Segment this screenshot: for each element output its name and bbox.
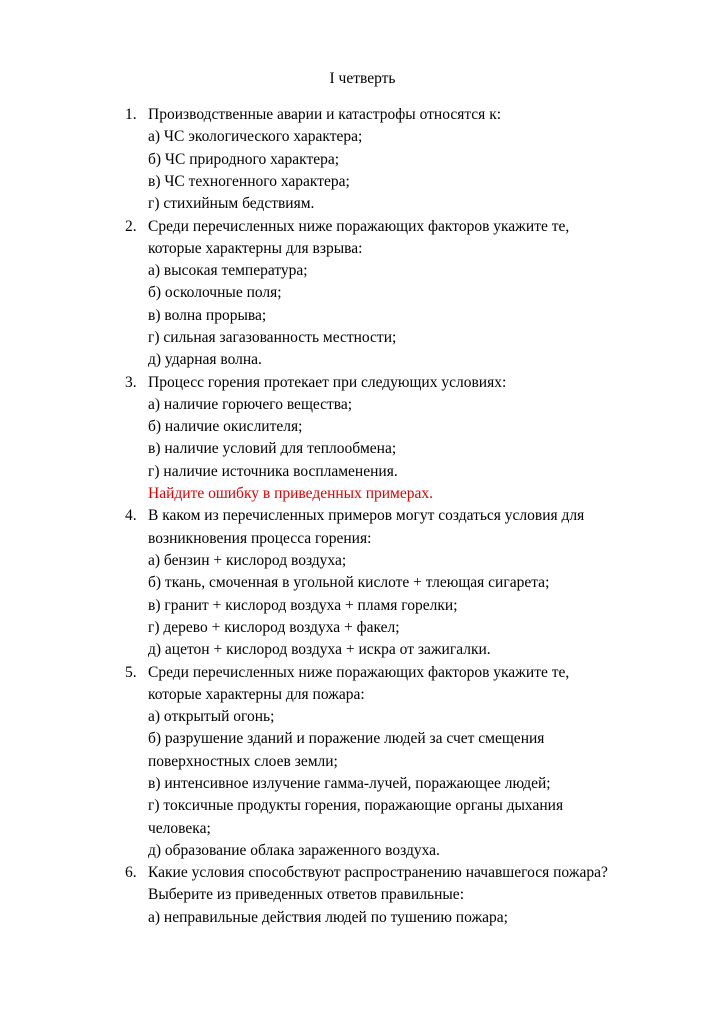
- question-text-line: Выберите из приведенных ответов правильные:: [148, 886, 464, 904]
- question-text-line: Среди перечисленных ниже поражающих факторов укажите те,: [148, 663, 570, 681]
- question-number: 2.: [125, 217, 137, 235]
- question-text-line: возникновения процесса горения:: [148, 529, 372, 547]
- answer-options: [148, 907, 708, 929]
- question-number: 6.: [125, 864, 137, 882]
- page-title: I четверть: [329, 70, 396, 87]
- answer-option: г) стихийным бедствиям.: [148, 195, 315, 213]
- answer-option: в) гранит + кислород воздуха + пламя горелки;: [148, 596, 458, 614]
- answer-option: г) дерево + кислород воздуха + факел;: [148, 618, 400, 636]
- answer-option: а) высокая температура;: [148, 262, 308, 280]
- answer-options: [148, 260, 708, 371]
- answer-option: д) ацетон + кислород воздуха + искра от зажигалки.: [148, 641, 491, 659]
- question-text-line: которые характерны для взрыва:: [148, 239, 363, 257]
- instruction-note: Найдите ошибку в приведенных примерах.: [148, 485, 433, 503]
- answer-option: г) токсичные продукты горения, поражающие органы дыхания: [148, 797, 564, 815]
- answer-option: б) наличие окислителя;: [148, 418, 303, 436]
- answer-option: д) образование облака зараженного воздуха.: [148, 841, 440, 859]
- answer-option: д) ударная волна.: [148, 351, 262, 369]
- question-text: [148, 372, 708, 394]
- answer-option: а) бензин + кислород воздуха;: [148, 551, 347, 569]
- answer-option: б) ткань, смоченная в угольной кислоте + тлеющая сигарета;: [148, 574, 550, 592]
- question-text-line: Среди перечисленных ниже поражающих факторов укажите те,: [148, 217, 570, 235]
- answer-option: поверхностных слоев земли;: [148, 752, 338, 770]
- answer-option: в) ЧС техногенного характера;: [148, 172, 350, 190]
- answer-option: а) наличие горючего вещества;: [148, 395, 353, 413]
- question-text-line: Процесс горения протекает при следующих условиях:: [148, 373, 507, 391]
- answer-option: в) интенсивное излучение гамма-лучей, поражающее людей;: [148, 774, 551, 792]
- question-text-line: Какие условия способствуют распространению начавшегося пожара?: [148, 864, 608, 882]
- answer-option: в) наличие условий для теплообмена;: [148, 440, 397, 458]
- answer-option: г) сильная загазованность местности;: [148, 328, 397, 346]
- question-number: 5.: [125, 663, 137, 681]
- answer-option: б) осколочные поля;: [148, 284, 282, 302]
- question-text-line: которые характерны для пожара:: [148, 685, 365, 703]
- answer-option: б) разрушение зданий и поражение людей за счет смещения: [148, 730, 545, 748]
- answer-option: человека;: [148, 819, 211, 837]
- question-text: [148, 104, 708, 126]
- answer-options: [148, 126, 708, 215]
- question-text: [148, 216, 708, 261]
- question-number: 1.: [125, 106, 137, 123]
- answer-options: [148, 706, 708, 862]
- question-text-line: Производственные аварии и катастрофы относятся к:: [148, 106, 502, 123]
- question-text: [148, 862, 708, 907]
- question-number: 3.: [125, 373, 137, 391]
- answer-option: а) неправильные действия людей по тушению пожара;: [148, 908, 508, 926]
- answer-option: а) открытый огонь;: [148, 708, 275, 726]
- answer-option: а) ЧС экологического характера;: [148, 128, 363, 146]
- question-text: [148, 505, 708, 550]
- question-text-line: В каком из перечисленных примеров могут создаться условия для: [148, 507, 585, 525]
- answer-option: в) волна прорыва;: [148, 306, 267, 324]
- answer-option: б) ЧС природного характера;: [148, 150, 340, 168]
- question-number: 4.: [125, 507, 137, 525]
- question-text: [148, 662, 708, 707]
- answer-options: [148, 550, 708, 661]
- answer-option: г) наличие источника воспламенения.: [148, 462, 398, 480]
- answer-options: [148, 394, 708, 505]
